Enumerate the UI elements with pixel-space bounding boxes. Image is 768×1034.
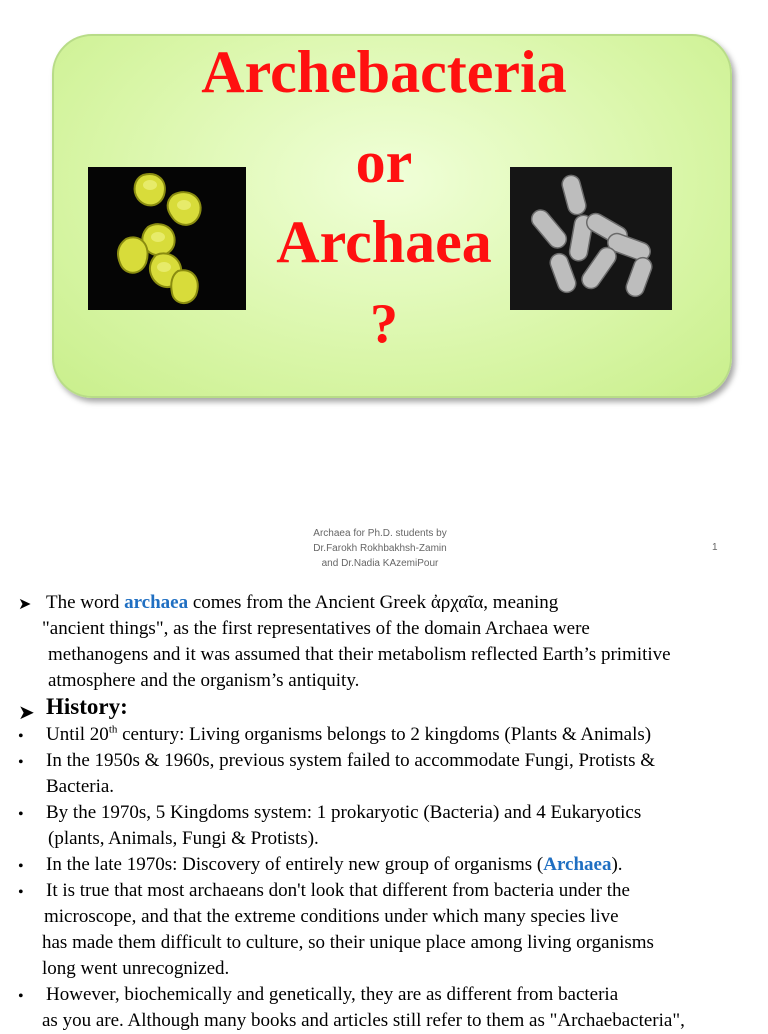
archaea-highlight: Archaea (543, 854, 612, 875)
bullet-icon: • (18, 754, 24, 771)
history-bullet-6-line-1: However, biochemically and genetically, they are as different from bacteria (46, 984, 619, 1005)
arrow-bullet-icon: ➤ (18, 702, 35, 724)
title-line-2: or (355, 129, 413, 195)
intro-line-2: "ancient things", as the first representatives of the domain Archaea were (42, 618, 590, 639)
archaea-highlight: archaea (124, 592, 189, 613)
history-bullet-2-line-1: In the 1950s & 1960s, previous system failed to accommodate Fungi, Protists & (46, 750, 655, 771)
credit-line-1: Archaea for Ph.D. students by (313, 528, 447, 539)
history-bullet-5-line-2: microscope, and that the extreme conditions under which many species live (44, 906, 619, 927)
history-bullet-3-line-1: By the 1970s, 5 Kingdoms system: 1 prokaryotic (Bacteria) and 4 Eukaryotics (46, 802, 642, 823)
intro-line-3: methanogens and it was assumed that their metabolism reflected Earth’s primitive (48, 644, 671, 665)
credit-line-3: and Dr.Nadia KAzemiPour (321, 558, 439, 569)
bullet-icon: • (18, 988, 24, 1005)
history-heading: History: (46, 694, 128, 719)
title-line-1: Archebacteria (201, 39, 567, 105)
intro-line-4: atmosphere and the organism’s antiquity. (48, 670, 360, 691)
intro-line-1: The word archaea comes from the Ancient Greek ἀρχαῖα, meaning (46, 592, 559, 613)
history-bullet-5-line-4: long went unrecognized. (42, 958, 230, 979)
arrow-bullet-icon: ➤ (18, 596, 32, 613)
history-bullet-2-line-2: Bacteria. (46, 776, 115, 797)
history-bullet-5-line-1: It is true that most archaeans don't look that different from bacteria under the (46, 880, 630, 901)
title-line-3: Archaea (276, 209, 492, 275)
history-bullet-1: Until 20th century: Living organisms belongs to 2 kingdoms (Plants & Animals) (46, 723, 652, 745)
bullet-icon: • (18, 728, 24, 745)
bullet-icon: • (18, 884, 24, 901)
title-line-4: ? (370, 293, 398, 355)
history-bullet-6-line-2: as you are. Although many books and articles still refer to them as "Archaebacteria", (42, 1010, 685, 1031)
credit-line-2: Dr.Farokh Rokhbakhsh-Zamin (313, 543, 447, 554)
credit-text (240, 526, 520, 571)
bullet-icon: • (18, 858, 24, 875)
history-bullet-5-line-3: has made them difficult to culture, so their unique place among living organisms (42, 932, 654, 953)
page-number: 1 (712, 542, 718, 553)
bullet-icon: • (18, 806, 24, 823)
history-bullet-4: In the late 1970s: Discovery of entirely new group of organisms (Archaea). (46, 854, 623, 875)
history-bullet-3-line-2: (plants, Animals, Fungi & Protists). (48, 828, 319, 849)
